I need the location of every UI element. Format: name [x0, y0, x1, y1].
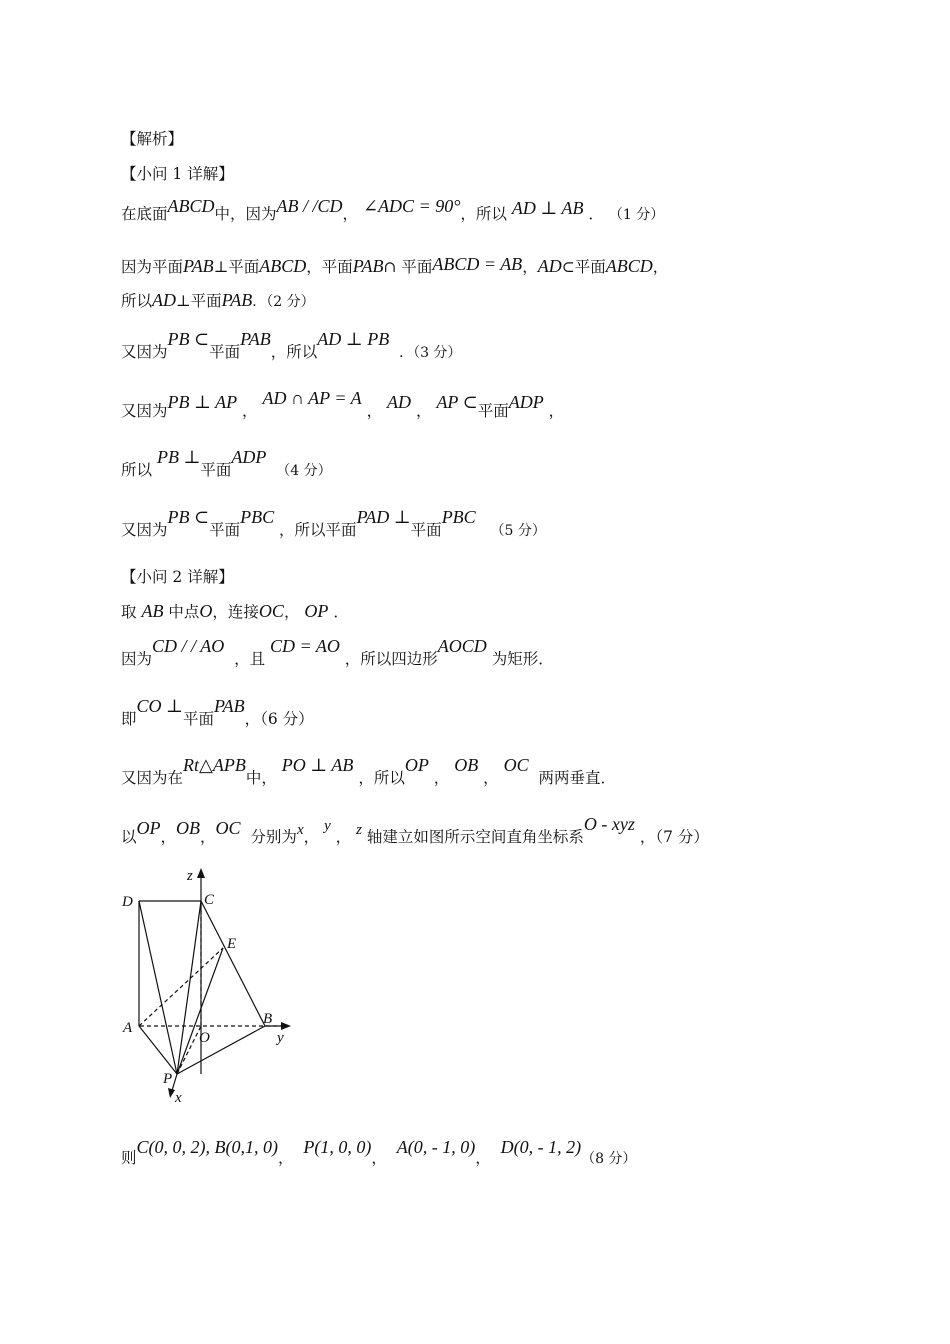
text: ，所以平面	[279, 521, 357, 539]
proof-line-1	[121, 196, 665, 225]
math: OP	[404, 755, 429, 775]
text: ，	[278, 1149, 294, 1167]
math: ∠ADC = 90°	[362, 196, 461, 216]
text: ⊥平面	[176, 292, 222, 310]
coordinate-figure	[115, 862, 300, 1107]
math: AD ⊥ AB	[511, 198, 584, 218]
text: ⊂平面	[561, 258, 606, 276]
text: ，	[522, 258, 538, 276]
label-P: P	[163, 1071, 173, 1087]
math: AOCD	[437, 636, 487, 656]
math: AB / /CD	[276, 196, 343, 216]
text: 在底面	[121, 205, 168, 223]
proof-line-11	[121, 755, 617, 788]
text: 平面	[477, 402, 509, 420]
math: y	[324, 818, 331, 834]
edge-CB	[201, 901, 265, 1026]
text: 取	[121, 603, 137, 621]
math: CO ⊥	[136, 696, 183, 716]
text: ，	[160, 828, 177, 846]
text: 两两垂直．	[538, 769, 617, 787]
label-D: D	[122, 894, 133, 910]
label-y: y	[277, 1030, 284, 1046]
math: ADP	[508, 392, 544, 412]
math: PB ⊂	[167, 329, 210, 349]
label-x: x	[175, 1090, 182, 1106]
analysis-heading: 【解析】	[121, 130, 184, 148]
label-E: E	[227, 936, 237, 952]
math: PBC	[441, 507, 476, 527]
math: x	[296, 822, 304, 838]
text: ，	[242, 402, 258, 420]
text: 所以	[121, 461, 153, 479]
text: 平面	[209, 521, 241, 539]
proof-line-5	[121, 388, 565, 421]
math: ABCD	[259, 256, 307, 276]
label-B: B	[263, 1011, 273, 1027]
text: 为矩形．	[491, 650, 554, 668]
text: ，且	[234, 650, 266, 668]
math: D(0, - 1, 2)	[500, 1137, 582, 1157]
proof-line-7	[121, 507, 546, 541]
text: ，	[335, 828, 352, 846]
math: C(0, 0, 2), B(0,1, 0)	[136, 1137, 278, 1157]
math: PBC	[240, 507, 275, 527]
text: 因为	[121, 650, 153, 668]
math: AB	[141, 601, 164, 621]
text: 平面	[182, 710, 214, 728]
proof-line-10	[121, 696, 314, 729]
math: Rt△APB	[183, 755, 246, 775]
label-z: z	[187, 868, 193, 884]
math: PO ⊥ AB	[281, 755, 354, 775]
text: 分别为	[250, 828, 297, 846]
text: ，（7 分）	[639, 828, 709, 846]
math: PAB	[221, 290, 253, 310]
score: （8 分）	[581, 1151, 637, 1167]
text: 平面	[209, 343, 241, 361]
text: 因为平面	[121, 258, 184, 276]
math: OC	[258, 601, 284, 621]
math: AP ⊂	[436, 392, 478, 412]
math: O	[199, 601, 213, 621]
score: （1 分）	[608, 207, 665, 223]
math: PAD ⊥	[356, 507, 411, 527]
edge-PE	[177, 948, 223, 1074]
text: ，所以四边形	[344, 650, 438, 668]
text: ，	[475, 1149, 491, 1167]
label-O: O	[199, 1030, 210, 1046]
text: 以	[121, 828, 137, 846]
math: PB ⊂	[167, 507, 210, 527]
text: ，	[483, 769, 499, 787]
x-arrow	[168, 1088, 175, 1098]
text: ⊥平面	[213, 258, 260, 276]
text: 所以	[121, 292, 153, 310]
math: CD = AO	[270, 636, 340, 656]
text: 又因为	[121, 521, 168, 539]
math: PAB	[352, 256, 384, 276]
proof-line-3	[121, 290, 315, 312]
text: ，平面	[306, 258, 353, 276]
text: ，	[433, 769, 450, 787]
score: （5 分）	[490, 523, 546, 539]
text: ，	[283, 603, 300, 621]
y-arrow	[281, 1022, 291, 1030]
edge-PB	[177, 1026, 265, 1074]
text: ，所以	[460, 205, 507, 223]
score: （4 分）	[276, 463, 332, 479]
math: CD / / AO	[152, 636, 225, 656]
text: ．	[333, 603, 349, 621]
math: PAB	[240, 329, 271, 349]
math: ADP	[231, 447, 267, 467]
text: ，	[200, 828, 216, 846]
text: 中，	[245, 769, 277, 787]
math: AD ∩ AP = A	[262, 388, 362, 408]
text: 中点	[168, 603, 200, 621]
math: AD	[152, 290, 177, 310]
math: PAB	[213, 696, 245, 716]
math: OB	[176, 818, 201, 838]
score: ．（3 分）	[399, 345, 462, 361]
math: ABCD	[605, 256, 653, 276]
math: ABCD	[167, 196, 215, 216]
text: ，	[303, 828, 320, 846]
proof-line-13	[121, 1137, 637, 1169]
text: 又因为	[121, 343, 168, 361]
math: PAB	[183, 256, 214, 276]
proof-line-2	[121, 256, 668, 277]
math: O - xyz	[583, 814, 635, 834]
text: 即	[121, 710, 137, 728]
math: AD	[537, 256, 562, 276]
math: AD ⊥ PB	[317, 329, 390, 349]
math: PB ⊥	[156, 447, 201, 467]
math: P(1, 0, 0)	[303, 1137, 372, 1157]
z-arrow	[197, 868, 205, 878]
proof-line-8	[121, 601, 349, 622]
text: ，（6 分）	[244, 710, 314, 728]
math: OP	[304, 601, 329, 621]
text: ，所以	[270, 343, 318, 361]
text: ，	[652, 258, 669, 276]
edge-PD	[139, 901, 177, 1074]
text: 又因为	[121, 402, 168, 420]
text: 平面	[200, 461, 232, 479]
math: z	[356, 822, 362, 838]
proof-line-9	[121, 636, 554, 669]
label-C: C	[204, 892, 215, 908]
math: PB ⊥ AP	[167, 392, 238, 412]
text: ，所以	[358, 769, 405, 787]
math: AD	[387, 392, 412, 412]
text: ，连接	[212, 603, 259, 621]
part1-heading: 【小问 1 详解】	[121, 165, 234, 183]
math: A(0, - 1, 0)	[396, 1137, 476, 1157]
text: ，	[371, 1149, 387, 1167]
proof-line-6	[121, 447, 332, 481]
text: 则	[121, 1149, 137, 1167]
text: ，	[415, 402, 432, 420]
text: ，	[342, 205, 359, 223]
text: 又因为在	[121, 769, 184, 787]
score: ．（2 分）	[252, 294, 315, 310]
text: 中，因为	[214, 205, 277, 223]
proof-line-12	[121, 814, 709, 848]
text: 平面	[410, 521, 442, 539]
math: ABCD = AB	[432, 254, 523, 274]
math: OB	[454, 755, 479, 775]
part2-heading: 【小问 2 详解】	[121, 568, 234, 586]
math: OC	[503, 755, 529, 775]
text: ，	[548, 402, 565, 420]
label-A: A	[123, 1020, 133, 1036]
text: ∩ 平面	[383, 258, 433, 276]
math: OP	[136, 818, 161, 838]
proof-line-4	[121, 329, 462, 363]
text: ．	[588, 205, 604, 223]
math: OC	[215, 818, 241, 838]
text: ，	[366, 402, 383, 420]
text: 轴建立如图所示空间直角坐标系	[366, 828, 584, 846]
